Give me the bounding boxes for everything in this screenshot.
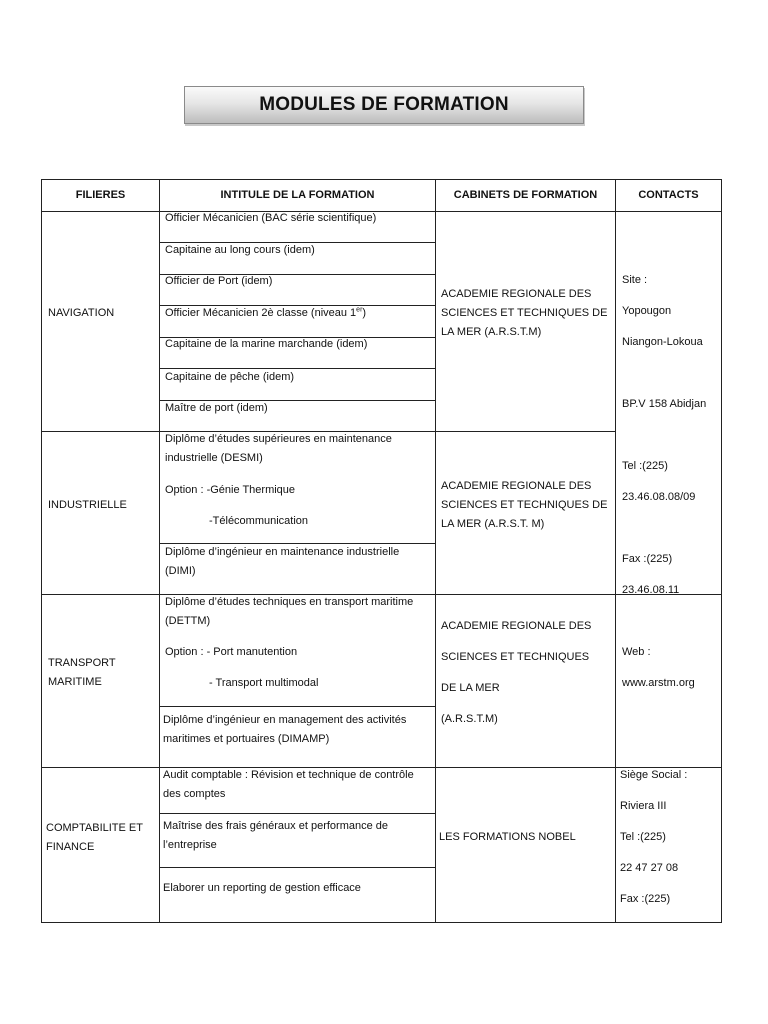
filiere-navigation: NAVIGATION bbox=[48, 307, 115, 319]
formation-cell: Diplôme d’études supérieures en maintenance industrielle (DESMI) bbox=[165, 433, 392, 464]
contact-line: 23.46.08.08/09 bbox=[622, 491, 696, 503]
cabinet-line: (A.R.S.T.M) bbox=[441, 713, 498, 725]
contact-line: Siège Social : bbox=[620, 769, 688, 781]
cabinet-line: SCIENCES ET TECHNIQUES bbox=[441, 651, 590, 663]
contact-line: 22 47 27 08 bbox=[620, 862, 679, 874]
contact-line: Riviera III bbox=[620, 800, 667, 812]
formation-cell: Maîtrise des frais généraux et performance de l’entreprise bbox=[163, 820, 389, 851]
option-line: - Transport multimodal bbox=[209, 677, 319, 689]
cabinet-industrielle: ACADEMIE REGIONALE DES SCIENCES ET TECHNIQUES DE LA MER (A.R.S.T. M) bbox=[441, 480, 608, 530]
formation-cell: Officier de Port (idem) bbox=[165, 275, 273, 287]
header-intitule: INTITULE DE LA FORMATION bbox=[220, 189, 375, 201]
formation-cell: Capitaine au long cours (idem) bbox=[165, 244, 315, 256]
formation-text-end: ) bbox=[362, 307, 367, 319]
superscript: er bbox=[356, 306, 363, 314]
option-line: Option : - Port manutention bbox=[165, 646, 298, 658]
header-contacts: CONTACTS bbox=[638, 189, 699, 201]
formation-cell: Diplôme d’études techniques en transport maritime (DETTM) bbox=[165, 596, 414, 627]
row-divider bbox=[159, 813, 436, 814]
filiere-comptabilite: COMPTABILITE ET FINANCE bbox=[46, 822, 143, 853]
option-line: Option : -Génie Thermique bbox=[165, 484, 296, 496]
formation-cell: Capitaine de pêche (idem) bbox=[165, 371, 295, 383]
row-divider bbox=[159, 706, 436, 707]
option-line: -Télécommunication bbox=[209, 515, 309, 527]
formation-cell: Capitaine de la marine marchande (idem) bbox=[165, 338, 368, 350]
column-divider-1 bbox=[159, 179, 160, 923]
contact-line: 23.46.08.11 bbox=[622, 584, 680, 596]
contact-line: Web : bbox=[622, 646, 651, 658]
formation-text: Officier Mécanicien 2è classe (niveau 1 bbox=[165, 307, 357, 319]
page-title bbox=[184, 86, 584, 124]
contact-line: Tel :(225) bbox=[622, 460, 668, 472]
column-divider-3 bbox=[615, 179, 616, 923]
contact-line: Yopougon bbox=[622, 305, 672, 317]
header-separator bbox=[41, 211, 722, 212]
contact-line: Niangon-Lokoua bbox=[622, 336, 703, 348]
formation-cell bbox=[165, 304, 366, 323]
contact-line: Tel :(225) bbox=[620, 831, 666, 843]
formation-cell: Officier Mécanicien (BAC série scientifique) bbox=[165, 212, 377, 224]
cabinet-navigation: ACADEMIE REGIONALE DES SCIENCES ET TECHNIQUES DE LA MER (A.R.S.T.M) bbox=[441, 288, 608, 338]
header-filieres: FILIERES bbox=[75, 189, 126, 201]
page-title-text: MODULES DE FORMATION bbox=[259, 94, 509, 115]
contact-line: Fax :(225) bbox=[622, 553, 673, 565]
header-cabinets: CABINETS DE FORMATION bbox=[453, 189, 598, 201]
table-border-left bbox=[41, 179, 42, 923]
formation-cell: Diplôme d’ingénieur en management des activités maritimes et portuaires (DIMAMP) bbox=[163, 714, 407, 745]
contact-line: Site : bbox=[622, 274, 648, 286]
table-border-right bbox=[721, 179, 722, 923]
row-divider bbox=[159, 867, 436, 868]
contact-web[interactable]: www.arstm.org bbox=[622, 677, 695, 689]
formation-cell: Elaborer un reporting de gestion efficace bbox=[163, 882, 361, 894]
column-divider-2 bbox=[435, 179, 436, 923]
formation-cell: Diplôme d’ingénieur en maintenance industrielle (DIMI) bbox=[165, 546, 400, 577]
contact-line: BP.V 158 Abidjan bbox=[622, 398, 707, 410]
filiere-industrielle: INDUSTRIELLE bbox=[48, 499, 127, 511]
table-border-bottom bbox=[41, 922, 722, 923]
formation-cell: Audit comptable : Révision et technique de contrôle des comptes bbox=[163, 769, 414, 800]
cabinet-line: DE LA MER bbox=[441, 682, 500, 694]
formation-cell: Maître de port (idem) bbox=[165, 402, 268, 414]
filiere-transport: TRANSPORT MARITIME bbox=[48, 657, 116, 688]
cabinet-comptabilite: LES FORMATIONS NOBEL bbox=[439, 831, 576, 843]
cabinet-line: ACADEMIE REGIONALE DES bbox=[441, 620, 592, 632]
contact-line: Fax :(225) bbox=[620, 893, 671, 905]
